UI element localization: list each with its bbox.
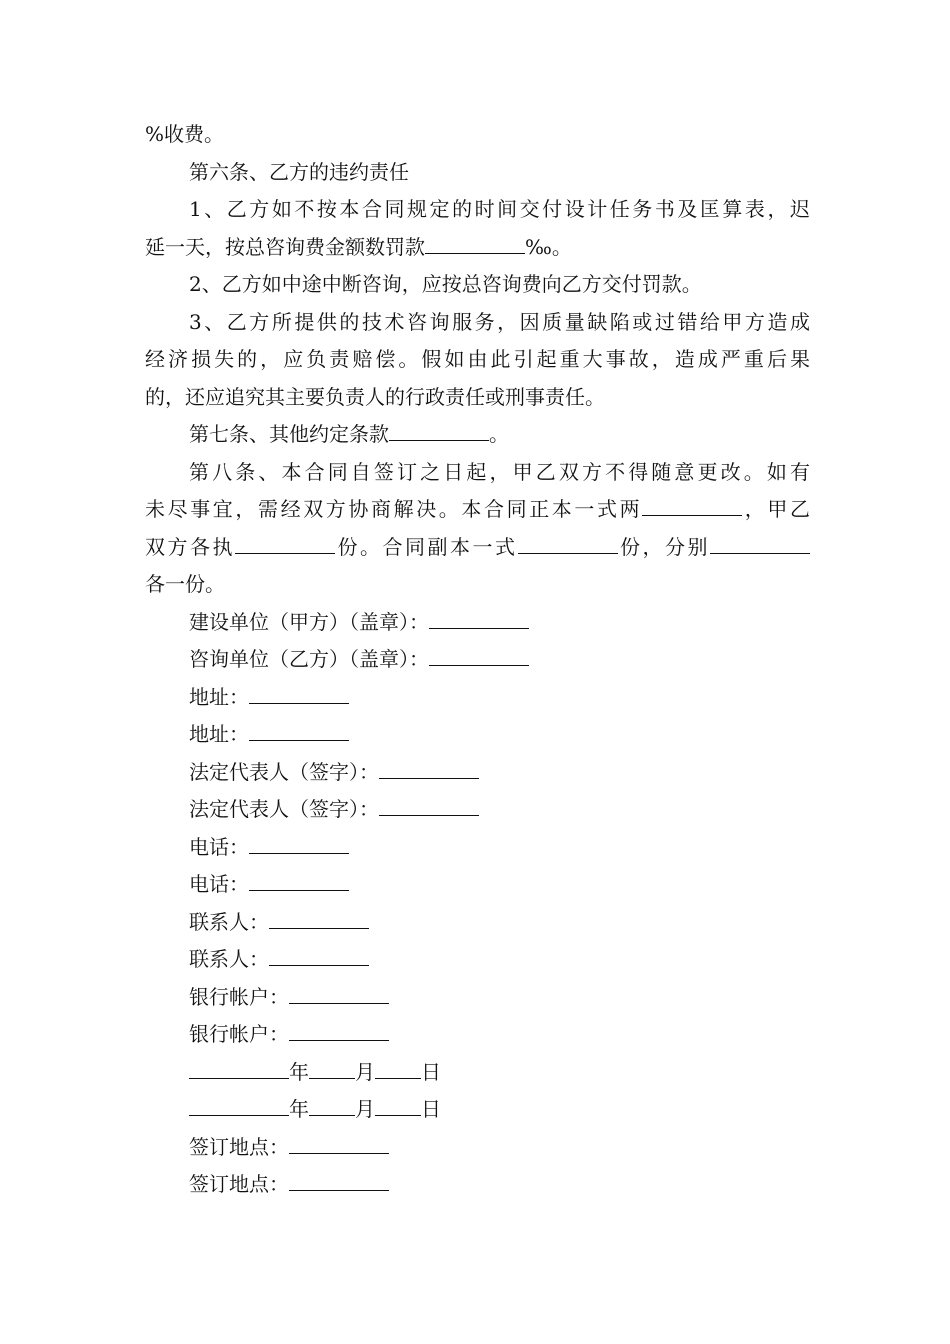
label: 法定代表人（签字）：: [189, 797, 379, 821]
contact-line-party-a: [145, 904, 810, 942]
text: 经济损失的，应负责赔偿。假如由此引起重大事故，造成严重后果: [145, 347, 810, 371]
address-blank[interactable]: [249, 686, 349, 704]
text: 第六条、乙方的违约责任: [189, 159, 409, 184]
fill-in-blank[interactable]: [642, 498, 742, 516]
year-label: 年: [289, 1097, 309, 1121]
article-six-clause-1-line-1: [145, 191, 810, 229]
label: 电话：: [189, 872, 249, 896]
year-label: 年: [289, 1059, 309, 1084]
article-eight-line-3: [145, 529, 810, 567]
day-blank[interactable]: [375, 1098, 421, 1116]
label: 法定代表人（签字）：: [189, 759, 379, 784]
text: ，甲乙: [742, 497, 811, 521]
legal-rep-line-party-b: [145, 791, 810, 829]
day-label: 日: [421, 1059, 441, 1084]
text: 份，分别: [617, 534, 710, 559]
day-blank[interactable]: [375, 1061, 421, 1079]
fill-in-blank[interactable]: [389, 423, 489, 441]
label: 银行帐户：: [189, 984, 289, 1009]
month-blank[interactable]: [309, 1098, 355, 1116]
bank-account-line-party-a: [145, 979, 810, 1017]
fill-in-blank[interactable]: [235, 536, 335, 554]
label: 银行帐户：: [189, 1022, 289, 1046]
text: %收费。: [145, 122, 225, 146]
month-label: 月: [355, 1097, 375, 1121]
sign-place-blank[interactable]: [289, 1173, 389, 1191]
legal-rep-blank[interactable]: [379, 761, 479, 779]
phone-line-party-a: [145, 829, 810, 867]
article-six-clause-3-line-2: [145, 341, 810, 379]
phone-blank[interactable]: [249, 836, 349, 854]
consult-unit-blank[interactable]: [429, 648, 529, 666]
address-blank[interactable]: [249, 723, 349, 741]
bank-account-blank[interactable]: [289, 1023, 389, 1041]
address-line-party-a: [145, 679, 810, 717]
address-line-party-b: [145, 716, 810, 754]
contact-line-party-b: [145, 941, 810, 979]
bank-account-line-party-b: [145, 1016, 810, 1054]
article-six-heading: [145, 154, 810, 192]
contact-blank[interactable]: [269, 948, 369, 966]
text: 双方各执: [145, 534, 235, 559]
year-blank[interactable]: [189, 1098, 289, 1116]
label: 签订地点：: [189, 1172, 289, 1196]
bank-account-blank[interactable]: [289, 986, 389, 1004]
label: 电话：: [189, 834, 249, 859]
label: 咨询单位（乙方）（盖章）：: [189, 647, 429, 671]
year-blank[interactable]: [189, 1061, 289, 1079]
build-unit-signature-line: [145, 604, 810, 642]
article-six-clause-1-line-2: [145, 229, 810, 267]
fee-continuation-line: [145, 116, 810, 154]
consult-unit-signature-line: [145, 641, 810, 679]
label: 签订地点：: [189, 1134, 289, 1159]
label: 联系人：: [189, 947, 269, 971]
label: 建设单位（甲方）（盖章）：: [189, 609, 429, 634]
text: 的，还应追究其主要负责人的行政责任或刑事责任。: [145, 384, 605, 409]
text: 3、乙方所提供的技术咨询服务，因质量缺陷或过错给甲方造成: [189, 309, 810, 334]
article-seven: [145, 416, 810, 454]
label: 地址：: [189, 722, 249, 746]
text: 第八条、本合同自签订之日起，甲乙双方不得随意更改。如有: [189, 459, 810, 484]
contact-blank[interactable]: [269, 911, 369, 929]
fill-in-blank[interactable]: [425, 236, 525, 254]
phone-blank[interactable]: [249, 873, 349, 891]
month-label: 月: [355, 1059, 375, 1084]
month-blank[interactable]: [309, 1061, 355, 1079]
contract-page: [145, 116, 810, 1204]
text: 延一天，按总咨询费金额数罚款: [145, 234, 425, 259]
text: 份。合同副本一式: [335, 534, 518, 559]
label: 地址：: [189, 684, 249, 709]
day-label: 日: [421, 1097, 441, 1121]
phone-line-party-b: [145, 866, 810, 904]
date-line-party-b: [145, 1091, 810, 1129]
fill-in-blank[interactable]: [710, 536, 810, 554]
article-eight-line-4: [145, 566, 810, 604]
legal-rep-blank[interactable]: [379, 798, 479, 816]
article-eight-line-1: [145, 454, 810, 492]
text: 未尽事宜，需经双方协商解决。本合同正本一式两: [145, 497, 643, 521]
text: 2、乙方如中途中断咨询，应按总咨询费向乙方交付罚款。: [189, 272, 702, 296]
article-eight-line-2: [145, 491, 810, 529]
build-unit-blank[interactable]: [429, 611, 529, 629]
sign-place-line-party-a: [145, 1129, 810, 1167]
text: 。: [489, 422, 509, 446]
legal-rep-line-party-a: [145, 754, 810, 792]
label: 联系人：: [189, 909, 269, 934]
date-line-party-a: [145, 1054, 810, 1092]
text: ‰。: [525, 234, 572, 259]
text: 各一份。: [145, 572, 225, 596]
text: 第七条、其他约定条款: [189, 422, 389, 446]
fill-in-blank[interactable]: [518, 536, 618, 554]
sign-place-blank[interactable]: [289, 1136, 389, 1154]
article-six-clause-2: [145, 266, 810, 304]
article-six-clause-3-line-3: [145, 379, 810, 417]
article-six-clause-3-line-1: [145, 304, 810, 342]
sign-place-line-party-b: [145, 1166, 810, 1204]
text: 1、乙方如不按本合同规定的时间交付设计任务书及匡算表，迟: [189, 197, 810, 221]
